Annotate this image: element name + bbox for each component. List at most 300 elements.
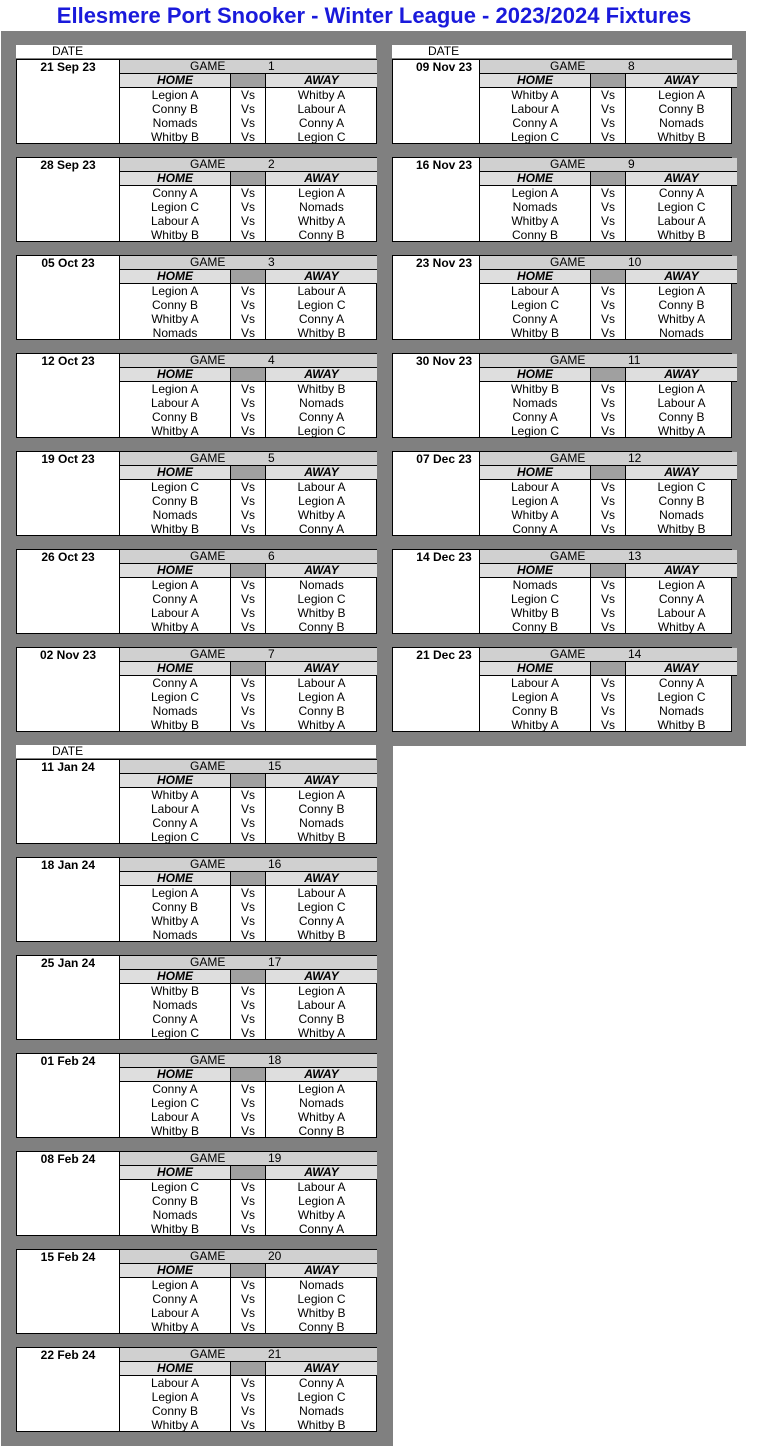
vs-label: Vs [600,130,615,144]
match-row [480,480,737,494]
home-header: HOME [480,74,590,87]
home-header: HOME [120,564,230,577]
vs-label: Vs [240,830,255,844]
date-header-lower [16,745,376,758]
home-team: Legion C [150,200,200,214]
vs-label: Vs [600,186,615,200]
game-label: GAME [190,955,226,969]
fixture-date: 11 Jan 24 [41,760,95,774]
home-team: Nomads [152,704,198,718]
vs-header-blank [231,270,265,283]
vs-header-blank [231,774,265,787]
fixture-date: 30 Nov 23 [415,354,473,368]
fixture-table [119,1250,377,1333]
match-row [480,228,737,242]
vs-label: Vs [600,494,615,508]
home-team: Legion C [150,480,200,494]
away-team: Whitby B [297,1306,346,1320]
home-away-header [120,970,377,984]
fixture-block [16,353,377,438]
vs-header-blank [231,662,265,675]
fixture-date: 19 Oct 23 [41,452,95,466]
away-team: Labour A [657,606,706,620]
home-team: Legion A [151,88,199,102]
away-team: Legion C [657,480,706,494]
away-header: AWAY [266,466,377,479]
vs-label: Vs [240,690,255,704]
away-team: Labour A [297,998,346,1012]
home-team: Nomads [152,998,198,1012]
home-team: Labour A [150,802,200,816]
match-row [120,1124,377,1138]
vs-header-blank [231,368,265,381]
away-header: AWAY [266,172,377,185]
away-team: Labour A [297,284,346,298]
away-team: Legion A [298,1082,345,1096]
fixture-block [392,353,732,438]
game-header [120,1250,377,1264]
vs-label: Vs [240,424,255,438]
vs-label: Vs [600,298,615,312]
match-row [120,522,377,536]
away-team: Conny B [658,494,705,508]
fixture-block [16,59,377,144]
fixture-table [479,550,732,633]
game-number: 12 [628,451,642,465]
home-team: Legion A [151,578,199,592]
vs-label: Vs [600,592,615,606]
away-team: Conny A [298,522,345,536]
game-label: GAME [190,1249,226,1263]
home-away-header [120,872,377,886]
fixture-date: 01 Feb 24 [40,1054,96,1068]
match-row [120,690,377,704]
vs-label: Vs [240,704,255,718]
fixture-block [392,59,732,144]
match-row [480,508,737,522]
match-row [480,130,737,144]
match-row [120,200,377,214]
home-team: Conny B [151,1194,199,1208]
home-header: HOME [120,466,230,479]
vs-header-blank [231,466,265,479]
home-team: Labour A [510,284,560,298]
away-team: Legion A [298,1194,345,1208]
home-team: Labour A [150,1306,200,1320]
home-team: Nomads [152,928,198,942]
fixture-table [119,1054,377,1137]
game-header [120,60,377,74]
home-team: Conny B [151,1404,199,1418]
vs-label: Vs [240,900,255,914]
vs-label: Vs [240,508,255,522]
vs-label: Vs [240,592,255,606]
away-header: AWAY [266,368,377,381]
vs-header-blank [591,172,625,185]
away-team: Legion C [297,1292,346,1306]
fixture-table [119,956,377,1039]
game-header [480,452,737,466]
away-team: Legion A [658,578,705,592]
away-team: Labour A [657,396,706,410]
vs-label: Vs [240,1194,255,1208]
home-team: Labour A [510,102,560,116]
game-label: GAME [190,157,226,171]
match-row [480,382,737,396]
away-team: Whitby B [297,1418,346,1432]
home-team: Legion C [150,1026,200,1040]
match-row [120,816,377,830]
home-team: Conny A [152,186,198,200]
home-away-header [120,466,377,480]
game-number: 20 [268,1249,282,1263]
home-header: HOME [480,564,590,577]
match-row [120,326,377,340]
away-team: Nomads [299,1404,344,1418]
home-team: Conny A [512,116,558,130]
fixture-date: 25 Jan 24 [40,956,96,970]
match-row [120,1110,377,1124]
vs-header-blank [591,466,625,479]
vs-header-blank [591,564,625,577]
away-team: Conny B [298,1320,345,1334]
home-team: Whitby A [151,914,199,928]
home-away-header [120,662,377,676]
away-team: Legion C [297,130,346,144]
away-team: Conny A [658,592,705,606]
match-row [120,1222,377,1236]
match-row [480,578,737,592]
fixture-block [392,157,732,242]
away-team: Whitby A [297,214,346,228]
away-team: Conny B [298,1012,345,1026]
home-team: Whitby B [510,382,559,396]
vs-label: Vs [600,214,615,228]
away-header: AWAY [266,1068,377,1081]
match-row [120,928,377,942]
home-team: Conny B [511,620,559,634]
away-team: Whitby B [297,606,346,620]
fixture-table [119,648,377,731]
home-team: Legion A [151,382,199,396]
vs-label: Vs [240,410,255,424]
away-header: AWAY [626,368,737,381]
fixture-block [16,1249,377,1334]
vs-label: Vs [600,396,615,410]
away-team: Whitby B [297,382,346,396]
game-number: 13 [628,549,642,563]
vs-header-blank [231,1264,265,1277]
home-team: Whitby B [510,326,559,340]
home-team: Conny B [151,102,199,116]
home-team: Legion C [510,424,560,438]
fixture-date: 26 Oct 23 [41,550,95,564]
game-label: GAME [190,1347,226,1361]
game-label: GAME [190,451,226,465]
away-header: AWAY [266,872,377,885]
fixture-table [119,60,377,143]
home-away-header [120,74,377,88]
vs-label: Vs [600,508,615,522]
home-team: Labour A [510,480,560,494]
home-team: Conny A [152,676,198,690]
fixture-table [479,60,732,143]
match-row [480,102,737,116]
vs-label: Vs [240,214,255,228]
away-team: Nomads [659,116,704,130]
match-row [120,228,377,242]
home-team: Whitby A [511,214,559,228]
match-row [120,802,377,816]
match-row [480,522,737,536]
game-number: 19 [268,1151,282,1165]
game-number: 21 [268,1347,282,1361]
game-label: GAME [190,647,226,661]
game-header [120,550,377,564]
game-label: GAME [550,157,586,171]
away-header: AWAY [626,74,737,87]
home-team: Whitby A [151,1418,199,1432]
home-team: Conny A [152,1082,198,1096]
vs-label: Vs [240,1096,255,1110]
match-row [120,186,377,200]
match-row [480,326,737,340]
game-label: GAME [190,857,226,871]
fixture-table [119,550,377,633]
home-team: Conny B [511,228,559,242]
fixture-date: 23 Nov 23 [415,256,473,270]
home-header: HOME [120,662,230,675]
vs-label: Vs [240,998,255,1012]
match-row [120,998,377,1012]
away-team: Legion C [297,1390,346,1404]
vs-header-blank [231,172,265,185]
match-row [120,788,377,802]
fixture-block [16,1053,377,1138]
vs-label: Vs [600,676,615,690]
fixture-table [119,1348,377,1431]
home-team: Conny B [151,900,199,914]
away-team: Conny B [298,228,345,242]
home-team: Labour A [150,214,200,228]
match-row [120,1194,377,1208]
away-team: Conny A [298,1376,345,1390]
game-number: 15 [268,759,282,773]
away-team: Legion C [297,592,346,606]
home-team: Nomads [152,116,198,130]
home-team: Whitby A [151,424,199,438]
away-team: Whitby B [297,830,346,844]
home-team: Legion A [151,1390,199,1404]
game-number: 6 [268,549,275,563]
match-row [120,480,377,494]
away-team: Nomads [299,1278,344,1292]
fixture-block [392,255,732,340]
away-header: AWAY [266,270,377,283]
match-row [480,424,737,438]
away-team: Legion A [298,690,345,704]
home-team: Whitby B [150,522,199,536]
match-row [480,214,737,228]
game-header [480,354,737,368]
match-row [480,592,737,606]
fixture-date: 21 Sep 23 [40,60,96,74]
fixture-table [479,256,732,339]
vs-label: Vs [240,788,255,802]
away-header: AWAY [266,74,377,87]
game-header [120,354,377,368]
vs-label: Vs [240,326,255,340]
home-team: Nomads [152,508,198,522]
vs-header-blank [591,270,625,283]
page-title: Ellesmere Port Snooker - Winter League - 2023/2024 Fixtures [56,3,692,28]
away-header: AWAY [266,774,377,787]
vs-label: Vs [240,522,255,536]
fixture-block [16,157,377,242]
home-header: HOME [120,1068,230,1081]
away-team: Whitby B [657,718,706,732]
fixture-block [16,647,377,732]
home-header: HOME [120,270,230,283]
game-label: GAME [190,59,226,73]
home-team: Whitby A [511,508,559,522]
away-header: AWAY [266,970,377,983]
home-team: Nomads [152,1208,198,1222]
game-number: 1 [268,59,275,73]
fixture-table [119,256,377,339]
match-row [120,606,377,620]
fixture-date: 18 Jan 24 [40,858,96,872]
vs-header-blank [231,74,265,87]
fixture-date: 07 Dec 23 [416,452,472,466]
home-team: Labour A [150,606,200,620]
game-label: GAME [550,255,586,269]
away-team: Whitby A [657,424,706,438]
game-number: 3 [268,255,275,269]
home-team: Legion A [511,186,559,200]
vs-label: Vs [240,382,255,396]
match-row [480,410,737,424]
home-away-header [120,1264,377,1278]
game-number: 17 [268,955,282,969]
match-row [120,718,377,732]
away-team: Whitby B [297,326,346,340]
vs-label: Vs [240,480,255,494]
fixture-date: 16 Nov 23 [415,158,473,172]
away-team: Conny B [298,1124,345,1138]
away-team: Nomads [659,704,704,718]
vs-label: Vs [600,718,615,732]
match-row [480,88,737,102]
home-header: HOME [120,1362,230,1375]
vs-header-blank [231,872,265,885]
vs-label: Vs [240,606,255,620]
game-number: 9 [628,157,635,171]
away-team: Legion A [298,494,345,508]
game-number: 16 [268,857,282,871]
home-team: Legion C [510,130,560,144]
away-team: Legion A [658,88,705,102]
fixture-table [119,1152,377,1235]
game-label: GAME [550,451,586,465]
game-header [120,648,377,662]
game-header [120,1152,377,1166]
home-away-header [120,172,377,186]
game-header [120,452,377,466]
away-team: Conny B [298,802,345,816]
vs-label: Vs [600,690,615,704]
vs-label: Vs [240,928,255,942]
game-header [480,256,737,270]
vs-label: Vs [600,116,615,130]
fixture-table [479,648,732,731]
match-row [120,1292,377,1306]
date-header-left [16,45,376,58]
home-header: HOME [120,172,230,185]
vs-header-blank [231,564,265,577]
game-number: 18 [268,1053,282,1067]
match-row [120,592,377,606]
away-team: Nomads [299,200,344,214]
fixture-block [16,451,377,536]
match-row [480,200,737,214]
match-row [120,508,377,522]
away-team: Legion A [658,284,705,298]
home-team: Labour A [150,396,200,410]
match-row [120,1180,377,1194]
fixture-table [119,354,377,437]
match-row [120,676,377,690]
vs-label: Vs [240,1404,255,1418]
vs-label: Vs [240,1222,255,1236]
away-team: Labour A [657,214,706,228]
home-team: Whitby B [150,718,199,732]
home-away-header [120,270,377,284]
away-team: Conny A [298,914,345,928]
vs-label: Vs [240,494,255,508]
home-team: Legion A [151,284,199,298]
home-team: Nomads [512,396,558,410]
match-row [120,284,377,298]
away-header: AWAY [626,662,737,675]
away-team: Whitby A [297,1110,346,1124]
away-team: Whitby A [297,88,346,102]
date-header-right [392,45,732,58]
away-team: Legion A [298,186,345,200]
game-number: 8 [628,59,635,73]
match-row [120,116,377,130]
vs-label: Vs [240,1012,255,1026]
away-header: AWAY [266,1362,377,1375]
vs-header-blank [231,970,265,983]
game-label: GAME [550,647,586,661]
away-team: Labour A [297,480,346,494]
match-row [120,312,377,326]
game-number: 5 [268,451,275,465]
vs-label: Vs [600,228,615,242]
away-team: Conny A [298,312,345,326]
home-header: HOME [120,1264,230,1277]
home-team: Conny B [151,494,199,508]
away-team: Whitby A [297,1208,346,1222]
vs-label: Vs [240,1110,255,1124]
away-team: Legion C [297,298,346,312]
game-header [480,158,737,172]
game-header [480,648,737,662]
vs-label: Vs [240,1124,255,1138]
vs-label: Vs [240,312,255,326]
away-header: AWAY [266,1166,377,1179]
